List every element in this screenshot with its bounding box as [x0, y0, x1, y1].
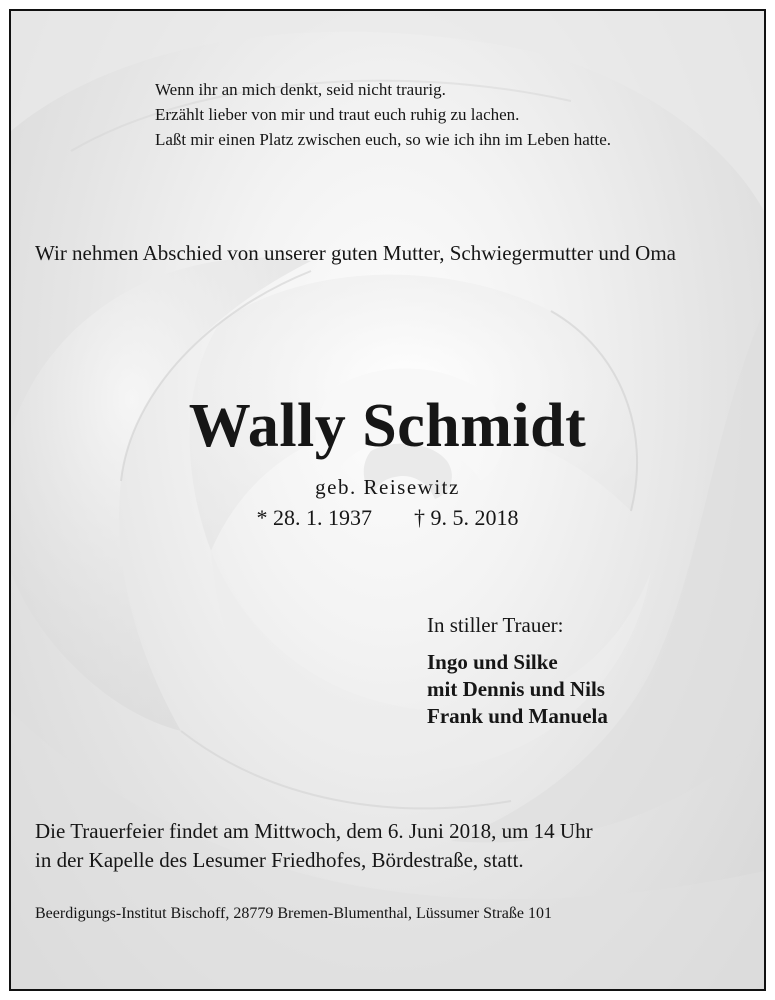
obituary-content: [11, 11, 764, 989]
life-dates: [11, 504, 764, 532]
funeral-home: Beerdigungs-Institut Bischoff, 28779 Bremen-Blumenthal, Lüssumer Straße 101: [35, 905, 552, 922]
farewell-intro: Wir nehmen Abschied von unserer guten Mutter, Schwiegermutter und Oma: [35, 241, 676, 265]
mourners-block: [427, 611, 608, 730]
poem-line: Erzählt lieber von mir und traut euch ruhig zu lachen.: [155, 105, 520, 124]
obituary-frame: [9, 9, 766, 991]
mourner-name: Ingo und Silke: [427, 650, 558, 674]
death-date: † 9. 5. 2018: [414, 505, 519, 530]
service-line: in der Kapelle des Lesumer Friedhofes, Bördestraße, statt.: [35, 848, 524, 872]
poem-line: Wenn ihr an mich denkt, seid nicht traurig.: [155, 80, 446, 99]
service-line: Die Trauerfeier findet am Mittwoch, dem 6. Juni 2018, um 14 Uhr: [35, 819, 593, 843]
mourner-name: Frank und Manuela: [427, 704, 608, 728]
poem-line: Laßt mir einen Platz zwischen euch, so wie ich ihn im Leben hatte.: [155, 130, 612, 149]
poem: [155, 77, 611, 152]
maiden-name: geb. Reisewitz: [315, 475, 460, 499]
birth-date: * 28. 1. 1937: [256, 505, 372, 530]
deceased-name: Wally Schmidt: [188, 392, 587, 460]
mourner-name: mit Dennis und Nils: [427, 677, 605, 701]
mourners-label: In stiller Trauer:: [427, 613, 564, 637]
service-info: [35, 817, 755, 875]
